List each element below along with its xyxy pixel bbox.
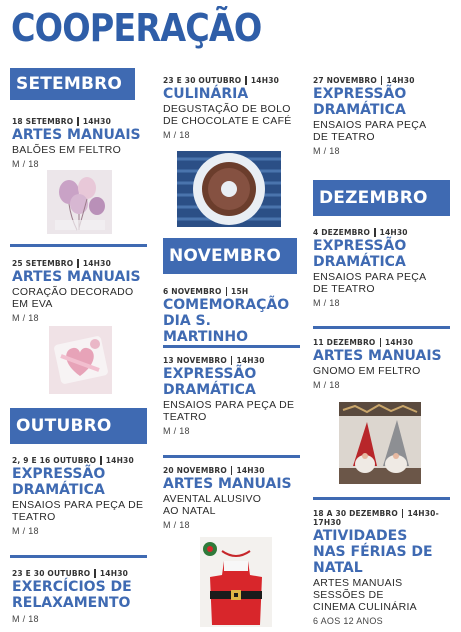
event-time: 15H: [231, 287, 249, 296]
event-description: DEGUSTAÇÃO DE BOLO DE CHOCOLATE E CAFÉ: [163, 103, 292, 127]
event-category: EXERCÍCIOS DE RELAXAMENTO: [12, 579, 132, 611]
event-date-line: [163, 466, 303, 475]
event-item: [313, 228, 453, 308]
date-separator: [100, 456, 102, 465]
chocolate-cake-photo: [177, 151, 281, 227]
event-age: M / 18: [12, 159, 39, 169]
date-separator: [381, 76, 383, 85]
event-date: 4 DEZEMBRO: [313, 228, 371, 237]
event-time: 14H30: [82, 259, 111, 268]
christmas-apron-photo: [200, 537, 272, 627]
event-age: M / 18: [163, 426, 190, 436]
event-description: ARTES MANUAIS SESSÕES DE CINEMA CULINÁRIA: [313, 577, 417, 613]
date-separator: [231, 466, 233, 475]
event-category: ARTES MANUAIS: [163, 476, 292, 492]
event-age: M / 18: [12, 614, 39, 624]
month-label: SETEMBRO: [16, 74, 123, 94]
event-date-line: [12, 569, 152, 578]
month-band-setembro: [10, 68, 135, 100]
month-label: DEZEMBRO: [319, 188, 428, 208]
date-separator: [402, 509, 404, 518]
date-separator: [77, 117, 79, 126]
date-separator: [245, 76, 247, 85]
event-item: [313, 338, 453, 390]
month-label: NOVEMBRO: [169, 246, 282, 266]
month-band-dezembro: [313, 180, 450, 216]
event-date: 13 NOVEMBRO: [163, 356, 227, 365]
event-date-line: [12, 456, 152, 465]
date-separator: [77, 259, 79, 268]
event-date-line: [313, 509, 458, 527]
page-title: COOPERAÇÃO: [11, 6, 262, 50]
event-category: ATIVIDADES NAS FÉRIAS DE NATAL: [313, 528, 433, 576]
event-time: 14H30: [99, 569, 129, 578]
event-date-line: [12, 259, 147, 268]
event-date-line: [313, 76, 453, 85]
event-description: AVENTAL ALUSIVO AO NATAL: [163, 493, 262, 517]
event-description: ENSAIOS PARA PEÇA DE TEATRO: [12, 499, 144, 523]
event-time: 14H30: [236, 356, 265, 365]
event-age: M / 18: [313, 380, 340, 390]
event-date: 23 E 30 OUTUBRO: [163, 76, 242, 85]
event-item: [313, 509, 458, 626]
divider: [163, 455, 300, 458]
event-item: [12, 259, 147, 323]
date-separator: [380, 338, 382, 347]
event-item: [12, 456, 152, 536]
event-category: EXPRESSÃO DRAMÁTICA: [12, 466, 106, 498]
date-separator: [231, 356, 233, 365]
divider: [313, 326, 450, 329]
divider: [10, 244, 147, 247]
felt-balloons-photo: [47, 170, 112, 234]
event-date: 11 DEZEMBRO: [313, 338, 376, 347]
event-date: 23 E 30 OUTUBRO: [12, 569, 91, 578]
decorated-heart-photo: [49, 326, 112, 394]
event-category: ARTES MANUAIS: [12, 127, 141, 143]
event-category: ARTES MANUAIS: [12, 269, 141, 285]
event-age: M / 18: [163, 520, 190, 530]
event-age: 6 AOS 12 ANOS: [313, 616, 383, 626]
event-item: [163, 466, 303, 530]
event-date: 25 SETEMBRO: [12, 259, 74, 268]
event-date: 2, 9 E 16 OUTUBRO: [12, 456, 97, 465]
event-date: 27 NOVEMBRO: [313, 76, 377, 85]
event-category: EXPRESSÃO DRAMÁTICA: [163, 366, 257, 398]
event-time: 14H30: [385, 338, 414, 347]
event-time: 14H30: [105, 456, 134, 465]
event-description: BALÕES EM FELTRO: [12, 144, 122, 156]
month-label: OUTUBRO: [16, 416, 112, 436]
event-item: [12, 569, 152, 624]
event-description: ENSAIOS PARA PEÇA DE TEATRO: [313, 119, 426, 143]
event-category: COMEMORAÇÃO DIA S. MARTINHO: [163, 297, 290, 345]
date-separator: [226, 287, 228, 296]
event-date-line: [163, 287, 303, 296]
event-category: CULINÁRIA: [163, 86, 249, 102]
event-item: [12, 117, 147, 169]
event-description: ENSAIOS PARA PEÇA DE TEATRO: [163, 399, 295, 423]
event-date: 18 SETEMBRO: [12, 117, 74, 126]
event-date: 18 A 30 DEZEMBRO: [313, 509, 398, 518]
event-time: 14H30: [250, 76, 280, 85]
event-age: M / 18: [12, 313, 39, 323]
event-date-line: [163, 76, 303, 85]
date-separator: [374, 228, 376, 237]
event-date-line: [313, 228, 453, 237]
event-time: 14H30: [386, 76, 415, 85]
event-age: M / 18: [163, 130, 190, 140]
event-item: [313, 76, 453, 156]
month-band-outubro: [10, 408, 147, 444]
divider: [313, 497, 450, 500]
event-category: EXPRESSÃO DRAMÁTICA: [313, 86, 407, 118]
divider: [163, 345, 300, 348]
event-age: M / 18: [313, 146, 340, 156]
event-time: 14H30: [82, 117, 111, 126]
event-time: 14H30-17H30: [313, 509, 439, 527]
event-age: M / 18: [313, 298, 340, 308]
event-item: [163, 356, 303, 436]
event-date: 20 NOVEMBRO: [163, 466, 227, 475]
event-date-line: [313, 338, 453, 347]
felt-gnome-photo: [339, 402, 421, 484]
event-category: ARTES MANUAIS: [313, 348, 442, 364]
event-date-line: [12, 117, 147, 126]
event-description: GNOMO EM FELTRO: [313, 365, 421, 377]
event-date: 6 NOVEMBRO: [163, 287, 222, 296]
event-time: 14H30: [236, 466, 265, 475]
month-band-novembro: [163, 238, 297, 274]
date-separator: [94, 569, 96, 578]
event-time: 14H30: [379, 228, 408, 237]
event-description: CORAÇÃO DECORADO EM EVA: [12, 286, 134, 310]
event-age: M / 18: [12, 526, 39, 536]
event-category: EXPRESSÃO DRAMÁTICA: [313, 238, 407, 270]
event-item: [163, 76, 303, 140]
event-item: [163, 287, 303, 345]
event-description: ENSAIOS PARA PEÇA DE TEATRO: [313, 271, 426, 295]
divider: [10, 555, 147, 558]
event-date-line: [163, 356, 303, 365]
